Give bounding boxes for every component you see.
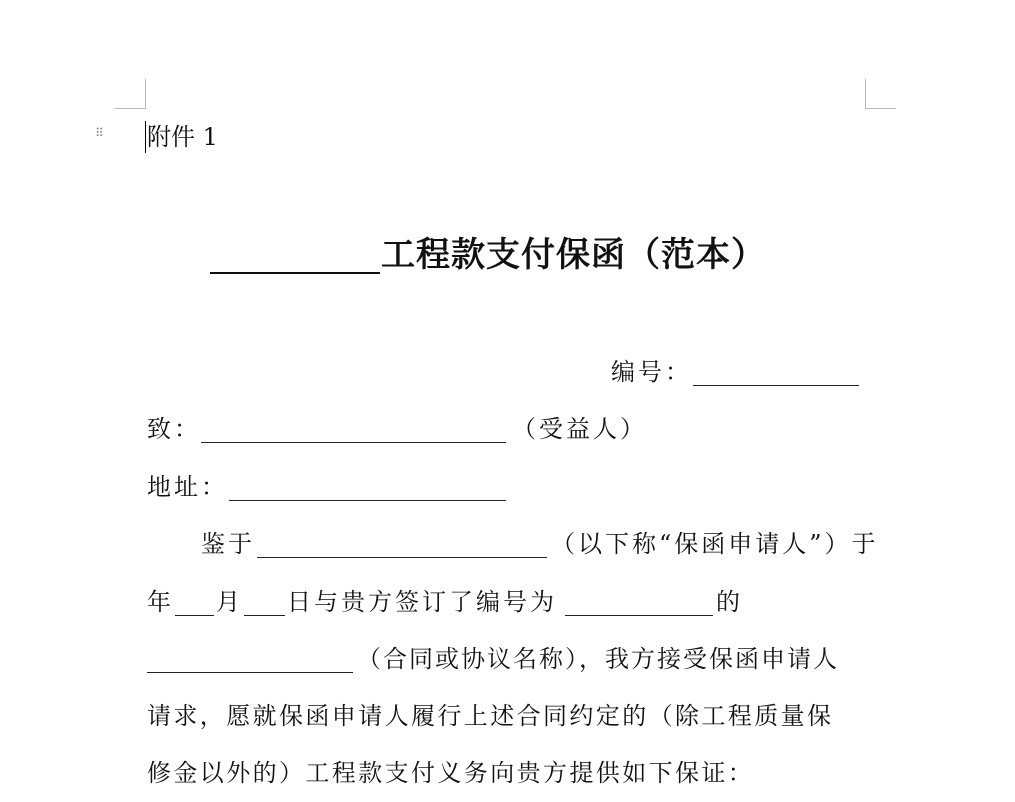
body-text: 的 bbox=[716, 588, 743, 616]
title-blank-underline[interactable] bbox=[210, 272, 380, 274]
page-margin-corner-top-right bbox=[865, 79, 896, 109]
attachment-label: 附件 1 bbox=[147, 123, 218, 151]
body-text: 修金以外的）工程款支付义务向贵方提供如下保证： bbox=[147, 759, 755, 787]
document-title: 工程款支付保函（范本） bbox=[381, 235, 766, 275]
number-label: 编号： bbox=[611, 358, 692, 386]
address-field[interactable] bbox=[229, 470, 506, 501]
beneficiary-field[interactable] bbox=[201, 412, 506, 443]
text-cursor bbox=[145, 121, 146, 153]
contract-number-field[interactable] bbox=[565, 585, 713, 616]
body-text: 鉴于 bbox=[201, 530, 255, 558]
paragraph-move-handle-icon[interactable]: ⠿ bbox=[95, 126, 103, 140]
body-text: 年 bbox=[147, 588, 174, 616]
number-field[interactable] bbox=[693, 355, 859, 386]
year-field[interactable] bbox=[175, 585, 214, 616]
body-text: （合同或协议名称），我方接受保函申请人 bbox=[357, 645, 839, 673]
body-text: （以下称“保函申请人”）于 bbox=[551, 530, 879, 558]
body-text: 日与贵方签订了编号为 bbox=[287, 588, 557, 616]
applicant-field[interactable] bbox=[257, 527, 547, 558]
address-label: 地址： bbox=[147, 473, 228, 501]
page-margin-corner-top-left bbox=[115, 79, 146, 109]
contract-name-field[interactable] bbox=[147, 642, 353, 673]
beneficiary-suffix: （受益人） bbox=[512, 415, 647, 443]
to-label: 致： bbox=[147, 415, 201, 443]
body-text: 请求，愿就保函申请人履行上述合同约定的（除工程质量保 bbox=[147, 702, 834, 730]
body-text: 月 bbox=[216, 588, 243, 616]
month-field[interactable] bbox=[244, 585, 285, 616]
